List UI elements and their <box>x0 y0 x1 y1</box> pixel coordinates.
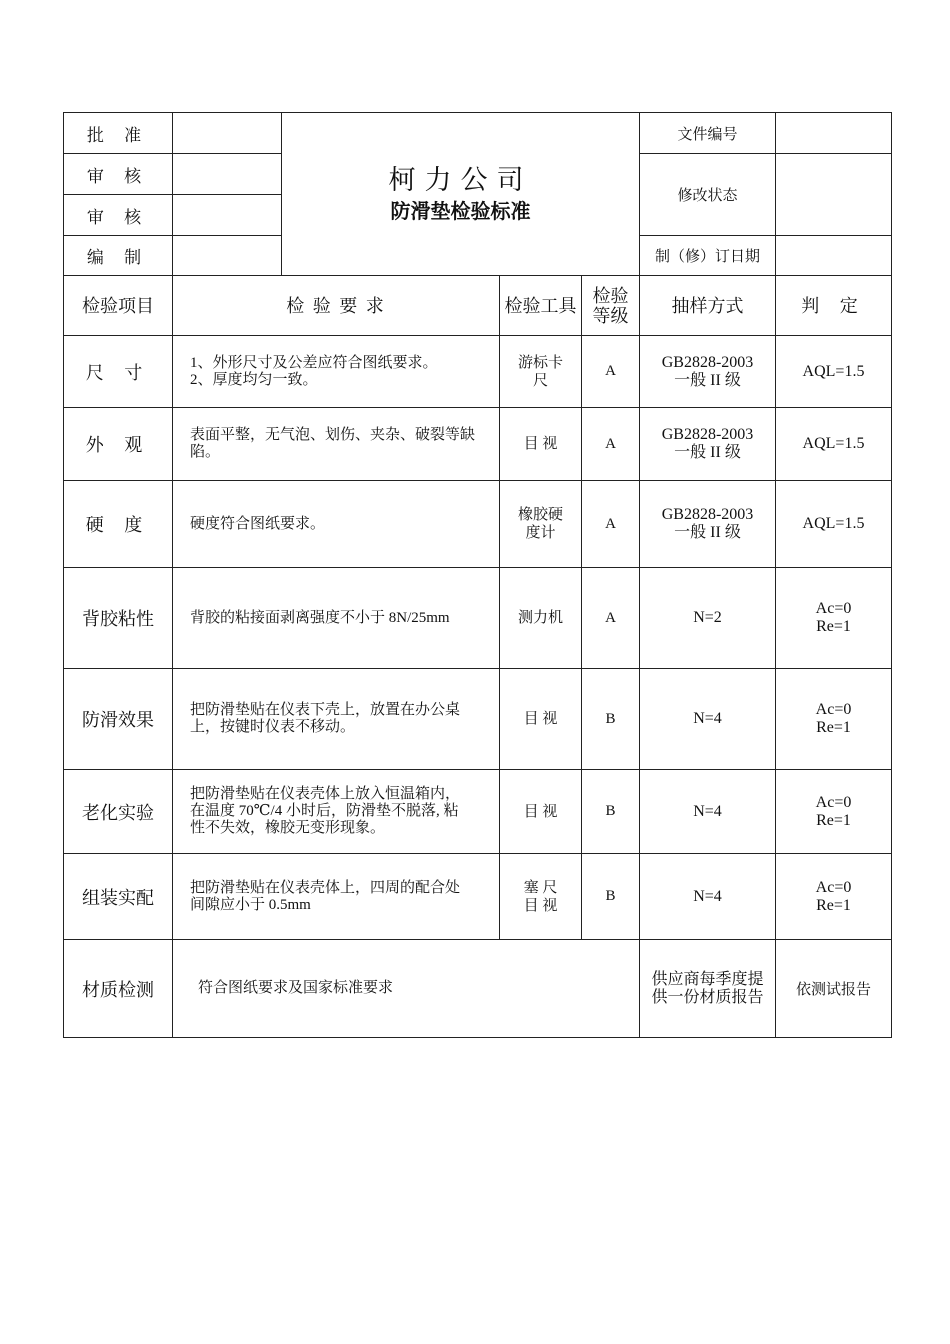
material-requirement: 符合图纸要求及国家标准要求 <box>173 940 640 1038</box>
requirement-line: 1、外形尺寸及公差应符合图纸要求。 <box>190 354 438 371</box>
requirement-line: 2、厚度均匀一致。 <box>190 371 318 388</box>
row-judgement <box>776 669 892 770</box>
requirement-line: 陷。 <box>190 444 221 460</box>
row-tool <box>500 481 582 568</box>
row-sampling <box>640 336 776 408</box>
col-level <box>582 276 640 336</box>
tool-line: 尺 <box>532 372 548 389</box>
row-sampling <box>640 408 776 481</box>
row-judgement <box>776 481 892 568</box>
rows-body <box>64 336 892 940</box>
company-name: 柯力公司 <box>388 165 533 195</box>
revision-value <box>776 154 892 236</box>
material-item: 材质检测 <box>64 940 173 1038</box>
col-level-line2: 等级 <box>592 305 629 326</box>
requirement-line: 把防滑垫贴在仪表壳体上，四周的配合处 <box>190 879 461 896</box>
document-title: 防滑垫检验标准 <box>390 199 531 223</box>
revision-label: 修改状态 <box>640 154 776 236</box>
table-row <box>64 669 892 770</box>
row-level: B <box>582 770 640 854</box>
sampling-line: N=4 <box>693 710 722 727</box>
material-sampling-line2: 供一份材质报告 <box>651 988 764 1006</box>
sampling-line: 一般 II 级 <box>674 371 741 389</box>
tool-line: 测力机 <box>517 610 563 626</box>
row-requirement <box>173 408 500 481</box>
row-level: A <box>582 568 640 669</box>
judgement-line: Re=1 <box>816 896 851 914</box>
judgement-line: Re=1 <box>816 719 851 736</box>
row-sampling <box>640 669 776 770</box>
material-sampling-line1: 供应商每季度提 <box>651 970 764 988</box>
row-sampling <box>640 770 776 854</box>
row-judgement <box>776 854 892 940</box>
tool-line: 目 视 <box>523 897 558 914</box>
row-level: A <box>582 481 640 568</box>
requirement-line: 上，按键时仪表不移动。 <box>190 719 356 735</box>
requirement-line: 性不失效，橡胶无变形现象。 <box>190 820 386 836</box>
row-level: B <box>582 854 640 940</box>
title-block <box>282 113 640 276</box>
judgement-line: Re=1 <box>816 618 851 635</box>
row-level: A <box>582 408 640 481</box>
table-row <box>64 854 892 940</box>
material-sampling <box>640 940 776 1038</box>
requirement-line: 背胶的粘接面剥离强度不小于 8N/25mm <box>190 609 450 626</box>
judgement-line: Re=1 <box>816 811 851 829</box>
table-row <box>64 481 892 568</box>
tool-line: 塞 尺 <box>523 879 558 896</box>
judgement-line: Ac=0 <box>815 793 852 811</box>
tool-line: 目 视 <box>523 711 558 727</box>
row-requirement <box>173 770 500 854</box>
row-requirement <box>173 568 500 669</box>
row-sampling <box>640 568 776 669</box>
row-item: 尺 寸 <box>64 336 173 408</box>
material-row <box>64 940 892 1038</box>
material-judgement: 依测试报告 <box>776 940 892 1038</box>
sampling-line: 一般 II 级 <box>674 444 741 461</box>
file-number-label: 文件编号 <box>640 113 776 154</box>
row-level: A <box>582 336 640 408</box>
sampling-line: N=4 <box>693 802 722 820</box>
tool-line: 橡胶硬 <box>517 507 563 523</box>
sampling-line: N=2 <box>693 609 722 626</box>
row-tool <box>500 336 582 408</box>
sampling-line: N=4 <box>693 887 722 905</box>
judgement-line: Ac=0 <box>815 878 852 896</box>
date-value <box>776 236 892 276</box>
requirement-line: 在温度 70℃/4 小时后，防滑垫不脱落, 粘 <box>190 803 459 819</box>
row-item: 防滑效果 <box>64 669 173 770</box>
row-tool <box>500 669 582 770</box>
col-requirement: 检 验 要 求 <box>173 276 500 336</box>
judgement-line: AQL=1.5 <box>802 435 865 452</box>
row-judgement <box>776 408 892 481</box>
col-item: 检验项目 <box>64 276 173 336</box>
row-item: 组装实配 <box>64 854 173 940</box>
compile-label: 编 制 <box>64 236 173 276</box>
row-item: 硬 度 <box>64 481 173 568</box>
sampling-line: GB2828-2003 <box>661 426 754 443</box>
approve-value <box>173 113 282 154</box>
inspection-table <box>63 275 892 1038</box>
row-judgement <box>776 770 892 854</box>
row-tool <box>500 854 582 940</box>
requirement-line: 把防滑垫贴在仪表下壳上，放置在办公桌 <box>190 702 461 718</box>
tool-line: 游标卡 <box>517 354 563 371</box>
row-level: B <box>582 669 640 770</box>
judgement-line: Ac=0 <box>815 701 852 718</box>
tool-line: 度计 <box>525 525 556 541</box>
row-sampling <box>640 481 776 568</box>
row-requirement <box>173 669 500 770</box>
table-row <box>64 336 892 408</box>
judgement-line: Ac=0 <box>815 600 852 617</box>
row-tool <box>500 568 582 669</box>
col-level-line1: 检验 <box>592 285 629 306</box>
judgement-line: AQL=1.5 <box>802 515 865 532</box>
date-label: 制（修）订日期 <box>640 236 776 276</box>
row-judgement <box>776 568 892 669</box>
row-item: 背胶粘性 <box>64 568 173 669</box>
review2-label: 审 核 <box>64 195 173 236</box>
review2-value <box>173 195 282 236</box>
requirement-line: 间隙应小于 0.5mm <box>190 896 311 913</box>
sampling-line: GB2828-2003 <box>661 506 754 523</box>
row-requirement <box>173 336 500 408</box>
table-row <box>64 568 892 669</box>
review1-label: 审 核 <box>64 154 173 195</box>
row-item: 外 观 <box>64 408 173 481</box>
file-number-value <box>776 113 892 154</box>
row-judgement <box>776 336 892 408</box>
col-sampling: 抽样方式 <box>640 276 776 336</box>
sampling-line: GB2828-2003 <box>661 353 754 371</box>
row-item: 老化实验 <box>64 770 173 854</box>
sampling-line: 一般 II 级 <box>674 524 741 541</box>
approve-label: 批 准 <box>64 113 173 154</box>
review1-value <box>173 154 282 195</box>
row-requirement <box>173 481 500 568</box>
judgement-line: AQL=1.5 <box>802 362 865 380</box>
row-requirement <box>173 854 500 940</box>
col-judgement: 判 定 <box>776 276 892 336</box>
tool-line: 目 视 <box>523 436 558 452</box>
row-tool <box>500 408 582 481</box>
table-row <box>64 408 892 481</box>
col-tool: 检验工具 <box>500 276 582 336</box>
row-tool <box>500 770 582 854</box>
requirement-line: 把防滑垫贴在仪表壳体上放入恒温箱内， <box>190 786 461 802</box>
requirement-line: 表面平整，无气泡、划伤、夹杂、破裂等缺 <box>190 427 476 443</box>
requirement-line: 硬度符合图纸要求。 <box>190 515 326 532</box>
tool-line: 目 视 <box>523 803 558 820</box>
compile-value <box>173 236 282 276</box>
table-row <box>64 770 892 854</box>
row-sampling <box>640 854 776 940</box>
column-header-row <box>64 276 892 336</box>
header-table <box>63 112 892 276</box>
